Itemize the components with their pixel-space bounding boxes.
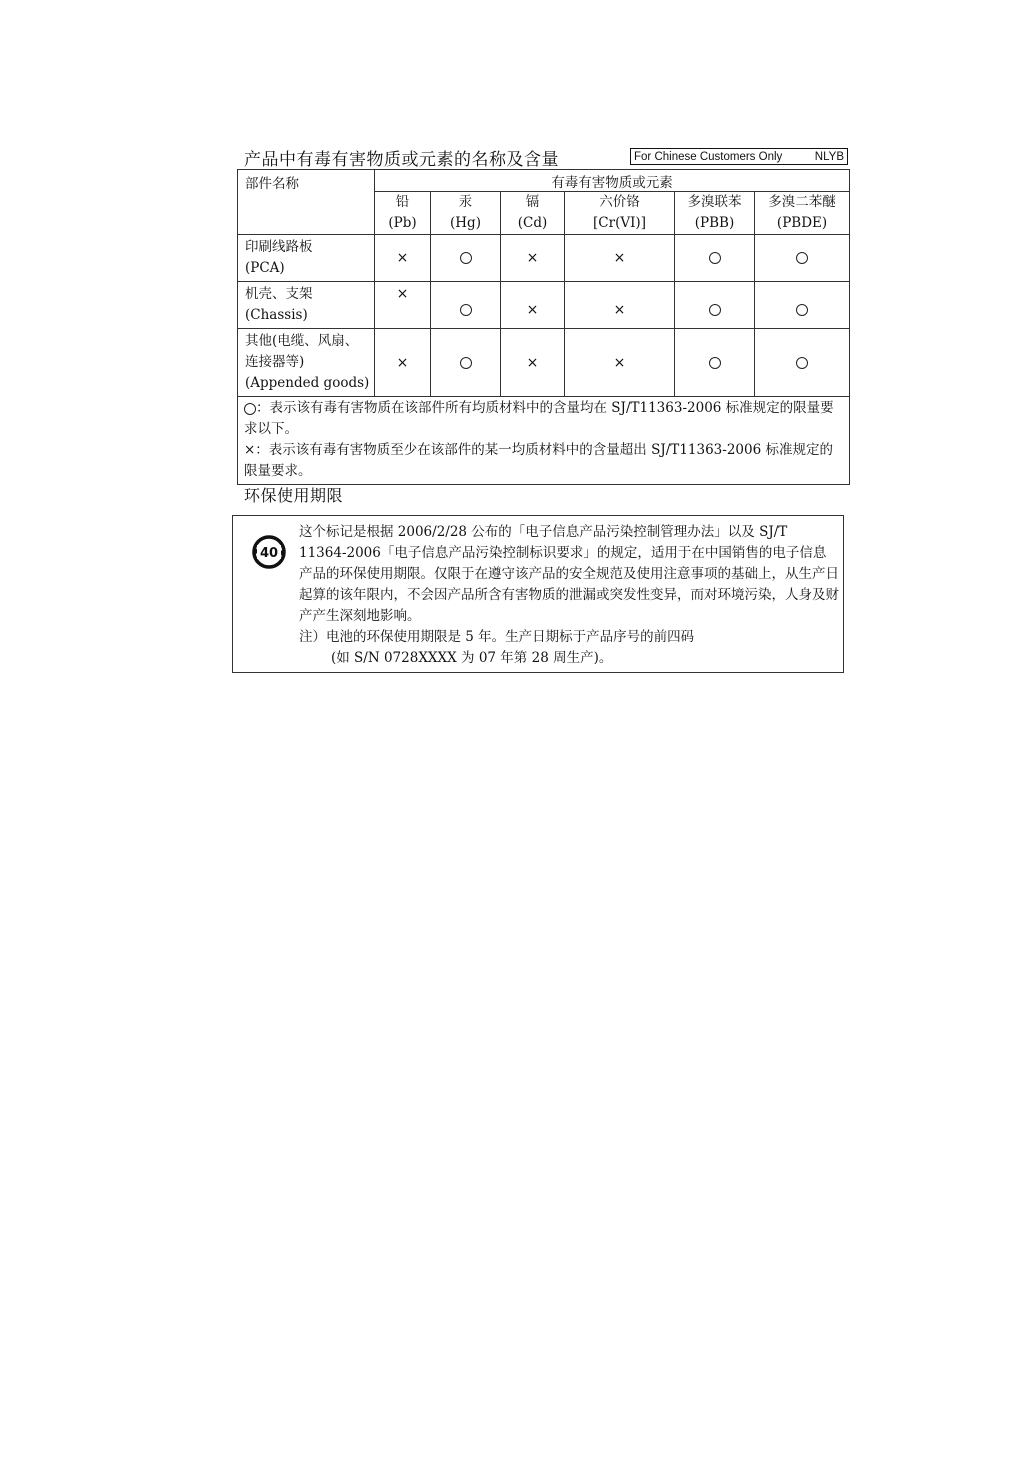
mark-cell [675, 282, 755, 329]
cross-mark-icon: × [396, 250, 409, 266]
mark-cell [755, 282, 850, 329]
epup-note-line1: 注）电池的环保使用期限是 5 年。生产日期标于产品序号的前四码 [299, 629, 695, 645]
element-header-hg: 汞 (Hg) [431, 192, 501, 235]
cross-mark-icon: × [526, 354, 539, 371]
mark-cell [431, 282, 501, 329]
epup-box [232, 515, 844, 673]
circle-mark-icon [460, 252, 472, 264]
customer-note: For Chinese Customers Only [634, 150, 783, 163]
mark-cell [565, 235, 675, 282]
cross-mark-icon: × [526, 302, 539, 318]
element-header-cd: 镉 (Cd) [501, 192, 565, 235]
mark-cell [375, 235, 431, 282]
circle-icon [244, 403, 256, 415]
cross-mark-icon: × [613, 250, 626, 266]
circle-mark-icon [709, 357, 721, 369]
mark-cell [501, 282, 565, 329]
table-notes [238, 397, 850, 485]
mark-cell [375, 282, 431, 329]
substance-group-header: 有毒有害物质或元素 [375, 170, 850, 192]
mark-cell [755, 329, 850, 397]
customer-notice-box [630, 148, 848, 165]
part-name-header: 部件名称 [238, 170, 375, 235]
mark-cell [501, 329, 565, 397]
table-row [238, 282, 850, 329]
cross-mark-icon: × [396, 286, 409, 302]
logo-number: 40 [259, 546, 279, 561]
element-header-pbde: 多溴二苯醚 (PBDE) [755, 192, 850, 235]
element-header-pb: 铅 (Pb) [375, 192, 431, 235]
mark-cell [675, 329, 755, 397]
circle-mark-icon [796, 357, 808, 369]
component-name: 机壳、支架 (Chassis) [238, 282, 375, 329]
hazardous-substance-table [237, 169, 850, 485]
note-cross: ×：表示该有毒有害物质至少在该部件的某一均质材料中的含量超出 SJ/T11363-2006 标准规定的限量要求。 [244, 442, 833, 479]
mark-cell [501, 235, 565, 282]
cross-mark-icon: × [396, 354, 409, 371]
cross-mark-icon: × [613, 354, 626, 371]
circle-mark-icon [796, 304, 808, 316]
note-circle: ：表示该有毒有害物质在该部件所有均质材料中的含量均在 SJ/T11363-2006 标准规定的限量要求以下。 [244, 400, 834, 437]
component-name: 印刷线路板 (PCA) [238, 235, 375, 282]
page-title: 产品中有毒有害物质或元素的名称及含量 [244, 150, 559, 170]
circle-mark-icon [796, 252, 808, 264]
epup-text [299, 522, 839, 669]
circle-mark-icon [709, 252, 721, 264]
mark-cell [565, 329, 675, 397]
element-header-pbb: 多溴联苯 (PBB) [675, 192, 755, 235]
epup-paragraph: 这个标记是根据 2006/2/28 公布的「电子信息产品污染控制管理办法」以及 SJ/T 11364-2006「电子信息产品污染控制标识要求」的规定，适用于在中国销售的电子信息产品的环保使用期限。仅限于在遵守该产品的安全规范及使用注意事项的基础上，从生产日起算的该年限内，不会因产品所含有害物质的泄漏或突发性变异，而对环境污染，人身及财产产生深刻地影响。 [299, 524, 839, 624]
epup-note-line2: (如 S/N 0728XXXX 为 07 年第 28 周生产)。 [331, 650, 613, 666]
cross-mark-icon: × [613, 302, 626, 318]
circle-mark-icon [460, 304, 472, 316]
epup-40-logo-icon [249, 532, 289, 572]
table-row [238, 329, 850, 397]
epup-section-title: 环保使用期限 [244, 486, 344, 505]
element-header-cr6: 六价铬 [Cr(VI)] [565, 192, 675, 235]
mark-cell [375, 329, 431, 397]
cross-mark-icon: × [526, 250, 539, 266]
mark-cell [755, 235, 850, 282]
mark-cell [431, 235, 501, 282]
circle-mark-icon [460, 357, 472, 369]
circle-mark-icon [709, 304, 721, 316]
mark-cell [431, 329, 501, 397]
table-row [238, 235, 850, 282]
model-code: NLYB [814, 150, 844, 163]
mark-cell [565, 282, 675, 329]
component-name: 其他(电缆、风扇、 连接器等) (Appended goods) [238, 329, 375, 397]
mark-cell [675, 235, 755, 282]
